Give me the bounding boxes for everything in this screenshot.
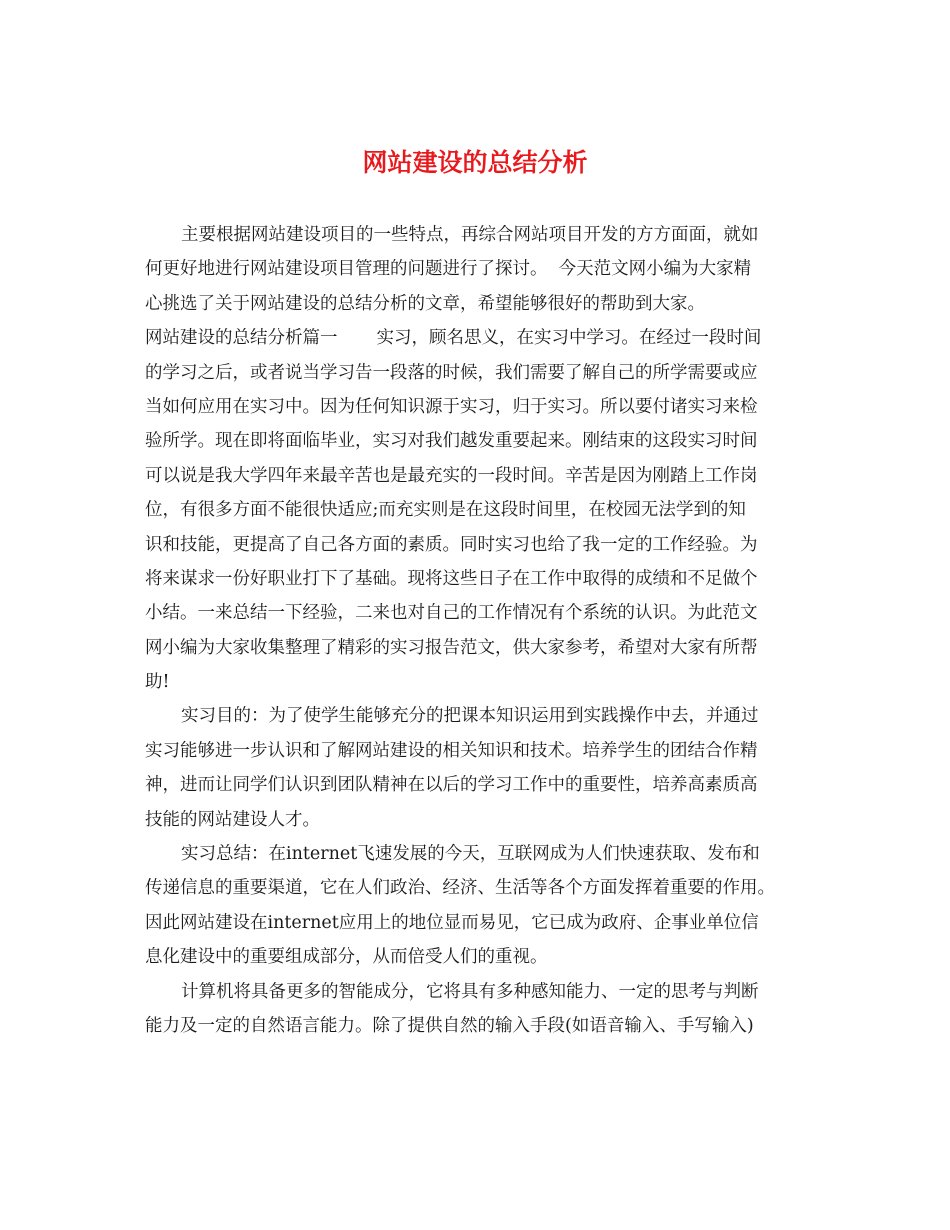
document-title: 网站建设的总结分析 [362,148,588,177]
text-line: 网小编为大家收集整理了精彩的实习报告范文，供大家参考，希望对大家有所帮 [145,637,758,658]
text-line: 助! [145,672,170,693]
text-line: 网站建设的总结分析篇一 实习，顾名思义，在实习中学习。在经过一段时间 [145,328,762,349]
text-line: 可以说是我大学四年来最辛苦也是最充实的一段时间。辛苦是因为刚踏上工作岗 [145,465,758,486]
text-line: 何更好地进行网站建设项目管理的问题进行了探讨。 今天范文网小编为大家精 [145,259,752,280]
document-body [145,218,825,1043]
text-line: 神，进而让同学们认识到团队精神在以后的学习工作中的重要性，培养高素质高 [145,775,758,796]
text-line: 实习总结：在internet飞速发展的今天，互联网成为人们快速获取、发布和 [181,844,760,865]
text-line: 心挑选了关于网站建设的总结分析的文章，希望能够很好的帮助到大家。 [145,293,705,314]
text-line: 小结。一来总结一下经验，二来也对自己的工作情况有个系统的认识。为此范文 [145,603,758,624]
text-line: 当如何应用在实习中。因为任何知识源于实习，归于实习。所以要付诸实习来检 [145,396,758,417]
text-line: 实习能够进一步认识和了解网站建设的相关知识和技术。培养学生的团结合作精 [145,740,758,761]
text-line: 主要根据网站建设项目的一些特点，再综合网站项目开发的方方面面，就如 [181,225,759,245]
text-line: 计算机将具备更多的智能成分，它将具有多种感知能力、一定的思考与判断 [181,981,759,1002]
text-line: 能力及一定的自然语言能力。除了提供自然的输入手段(如语音输入、手写输入) [145,1015,754,1036]
text-line: 实习目的：为了使学生能够充分的把课本知识运用到实践操作中去，并通过 [181,706,759,727]
text-line: 将来谋求一份好职业打下了基础。现将这些日子在工作中取得的成绩和不足做个 [145,568,758,589]
text-line: 的学习之后，或者说当学习告一段落的时候，我们需要了解自己的所学需要或应 [145,362,758,383]
text-line: 验所学。现在即将面临毕业，实习对我们越发重要起来。刚结束的这段实习时间 [145,431,758,452]
text-line: 位，有很多方面不能很快适应;而充实则是在这段时间里，在校园无法学到的知 [145,500,746,521]
text-line: 识和技能，更提高了自己各方面的素质。同时实习也给了我一定的工作经验。为 [145,534,758,555]
text-line: 技能的网站建设人才。 [145,809,320,830]
text-line: 息化建设中的重要组成部分，从而倍受人们的重视。 [145,947,548,968]
text-line: 传递信息的重要渠道，它在人们政治、经济、生活等各个方面发挥着重要的作用。 [145,878,775,899]
text-line: 因此网站建设在internet应用上的地位显而易见，它已成为政府、企事业单位信 [145,912,759,933]
